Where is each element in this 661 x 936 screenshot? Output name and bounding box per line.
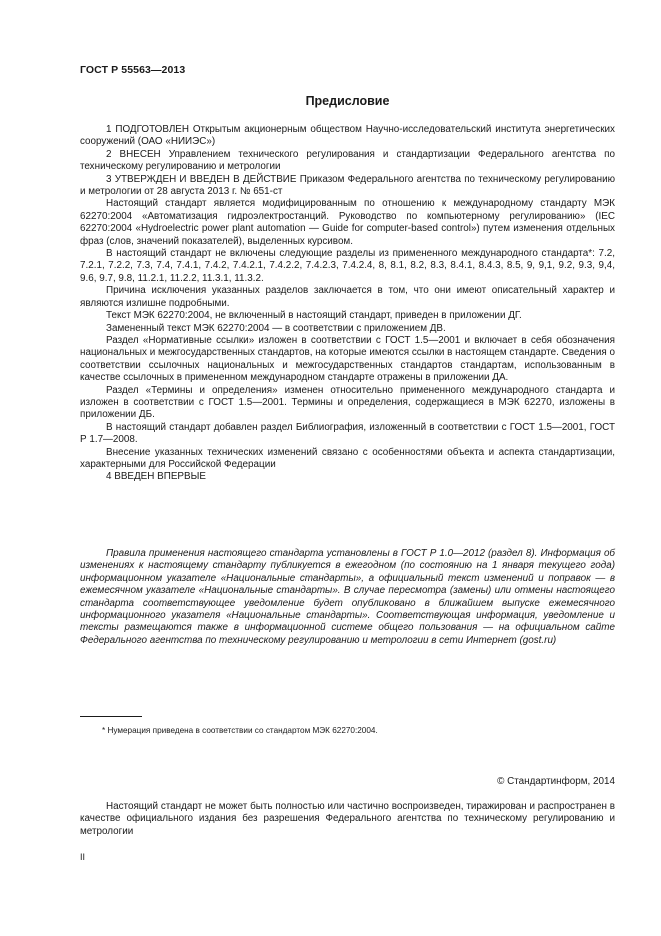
paragraph: Причина исключения указанных разделов заключается в том, что они имеют описательный характер и являются излишне подробными. [80, 285, 615, 309]
foreword-body [80, 124, 615, 484]
paragraph: Внесение указанных технических изменений связано с особенностями объекта и аспекта стандартизации, характерными для Российской Федерации [80, 446, 615, 470]
notice-text: Правила применения настоящего стандарта установлены в ГОСТ Р 1.0—2012 (раздел 8). Информация об изменениях к настоящему стандарту публикуется в ежегодном (по состоянию на 1 января текущего года) информационном указателе «Национальные стандарты», а официальный текст изменений и поправок — в ежемесячном указателе «Национальные стандарты». В случае пересмотра (замены) или отмены настоящего стандарта соответствующее уведомление будет опубликовано в ближайшем выпуске ежемесячного информационного указателя «Национальные стандарты». Соответствующая информация, уведомление и тексты размещаются также в информационной системе общего пользования — на официальном сайте Федерального агентства по техническому регулированию и метрологии в сети Интернет (gost.ru) [80, 548, 615, 646]
section-title: Предисловие [305, 94, 390, 108]
paragraph: Раздел «Нормативные ссылки» изложен в соответствии с ГОСТ 1.5—2001 и включает в себя обозначения национальных и межгосударственных стандартов, на которые имеются ссылки в настоящем стандарте. Сведения о соответствии ссылочных национальных и межгосударственных стандартов стандартам, использованным в качестве ссылочных в примененном международном стандарте отражены в приложении ДА. [80, 334, 615, 384]
paragraph: В настоящий стандарт добавлен раздел Библиография, изложенный в соответствии с ГОСТ 1.5—2001, ГОСТ Р 1.7—2008. [80, 421, 615, 446]
usage-notice [80, 548, 615, 647]
paragraph: В настоящий стандарт не включены следующие разделы из примененного международного стандарта*: 7.2, 7.2.1, 7.2.2, 7.3, 7.4, 7.4.1, 7.4.2, 7.4.2.1, 7.4.2.2, 7.4.2.3, 7.4.2.4, 8, 8.1, 8.2, 8.3, 8.4.1, 8.4.3, 8.5, 9, 9,1, 9.2, 9.3, 9,4, 9.6, 9.7, 9.8, 11.2.1, 11.2.2, 11.3.1, 11.3.2. [80, 248, 615, 284]
paragraph: Замененный текст МЭК 62270:2004 — в соответствии с приложением ДВ. [106, 322, 446, 334]
paragraph: Текст МЭК 62270:2004, не включенный в настоящий стандарт, приведен в приложении ДГ. [106, 310, 522, 322]
paragraph: Настоящий стандарт является модифицированным по отношению к международному стандарту МЭК 62270:2004 «Автоматизация гидроэлектростанций. Руководство по компьютерному регулированию» (IEC 62270:2004 «Hydroelectric power plant automation — Guide for computer-based control») путем изменения отдельных фраз (слов, значений показателей), выделенных курсивом. [80, 198, 615, 247]
paragraph: 4 ВВЕДЕН ВПЕРВЫЕ [106, 471, 206, 483]
page-number: II [80, 852, 86, 862]
legal-notice [80, 801, 615, 838]
document-number-header: ГОСТ Р 55563—2013 [80, 64, 186, 76]
copyright-line: © Стандартинформ, 2014 [497, 776, 615, 787]
paragraph: 1 ПОДГОТОВЛЕН Открытым акционерным обществом Научно-исследовательский института энергетических сооружений (ОАО «НИИЭС») [80, 124, 615, 148]
legal-text: Настоящий стандарт не может быть полностью или частично воспроизведен, тиражирован и распространен в качестве официального издания без разрешения Федерального агентства по техническому регулированию и метрологии [80, 801, 615, 837]
paragraph: 3 УТВЕРЖДЕН И ВВЕДЕН В ДЕЙСТВИЕ Приказом Федерального агентства по техническому регулированию и метрологии от 28 августа 2013 г. № 651-ст [80, 173, 615, 198]
paragraph: 2 ВНЕСЕН Управлением технического регулирования и стандартизации Федерального агентства по техническому регулированию и метрологии [80, 148, 615, 173]
paragraph: Раздел «Термины и определения» изменен относительно примененного международного стандарта и изложен в соответствии с ГОСТ 1.5—2001. Термины и определения, содержащиеся в МЭК 62270, изложены в приложении ДБ. [80, 384, 615, 421]
footnote: * Нумерация приведена в соответствии со стандартом МЭК 62270:2004. [102, 726, 378, 735]
footnote-divider [80, 716, 142, 717]
